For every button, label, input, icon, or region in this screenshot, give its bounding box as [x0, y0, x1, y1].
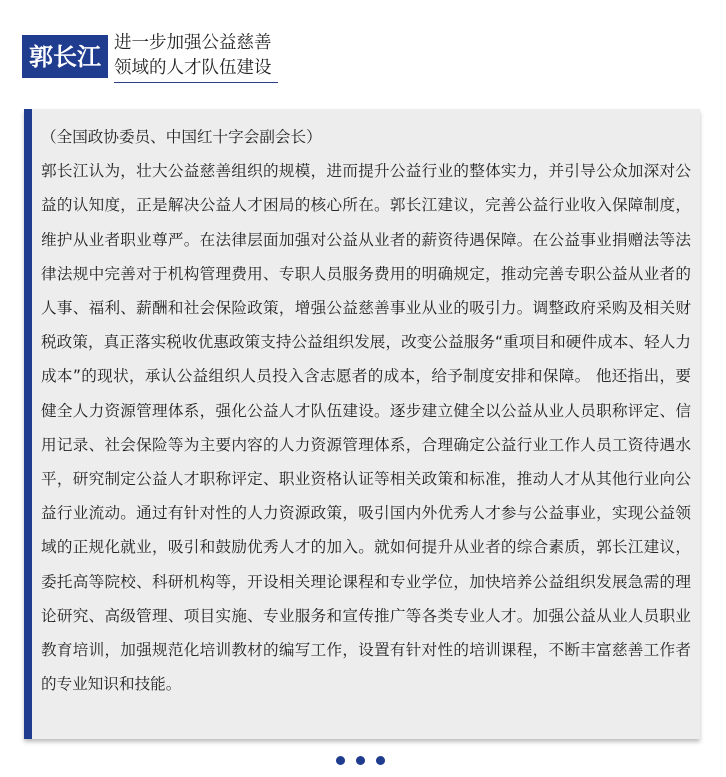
dot-1	[336, 756, 345, 765]
accent-bar	[24, 109, 32, 739]
dot-3	[376, 756, 385, 765]
article-title-line-2: 领域的人才队伍建设	[114, 58, 272, 78]
article-title-line-1: 进一步加强公益慈善	[114, 33, 272, 53]
article-card	[24, 109, 700, 739]
pagination-dots	[336, 756, 385, 765]
article-content	[41, 120, 691, 701]
dot-2	[356, 756, 365, 765]
article-body: 郭长江认为，壮大公益慈善组织的规模，进而提升公益行业的整体实力，并引导公众加深对公益的认知度，正是解决公益人才困局的核心所在。郭长江建议，完善公益行业收入保障制度，维护从业者职业尊严。在法律层面加强对公益从业者的薪资待遇保障。在公益事业捐赠法等法律法规中完善对于机构管理费用、专职人员服务费用的明确规定，推动完善专职公益从业者的人事、福利、薪酬和社会保险政策，增强公益慈善事业从业的吸引力。调整政府采购及相关财税政策，真正落实税收优惠政策支持公益组织发展，改变公益服务“重项目和硬件成本、轻人力成本”的现状，承认公益组织人员投入含志愿者的成本，给予制度安排和保障。 他还指出，要健全人力资源管理体系，强化公益人才队伍建设。逐步建立健全以公益从业人员职称评定、信用记录、社会保险等为主要内容的人力资源管理体系，合理确定公益行业工作人员工资待遇水平，研究制定公益人才职称评定、职业资格认证等相关政策和标准，推动人才从其他行业向公益行业流动。通过有针对性的人力资源政策，吸引国内外优秀人才参与公益事业，实现公益领域的正规化就业，吸引和鼓励优秀人才的加入。就如何提升从业者的综合素质，郭长江建议，委托高等院校、科研机构等，开设相关理论课程和专业学位，加快培养公益组织发展急需的理论研究、高级管理、项目实施、专业服务和宣传推广等各类专业人才。加强公益从业人员职业教育培训，加强规范化培训教材的编写工作，设置有针对性的培训课程，不断丰富慈善工作者的专业知识和技能。	[41, 162, 691, 694]
person-name-label: 郭长江	[22, 35, 108, 78]
person-position-note: （全国政协委员、中国红十字会副会长）	[41, 128, 322, 146]
article-title	[114, 31, 278, 83]
article-header	[22, 31, 278, 83]
